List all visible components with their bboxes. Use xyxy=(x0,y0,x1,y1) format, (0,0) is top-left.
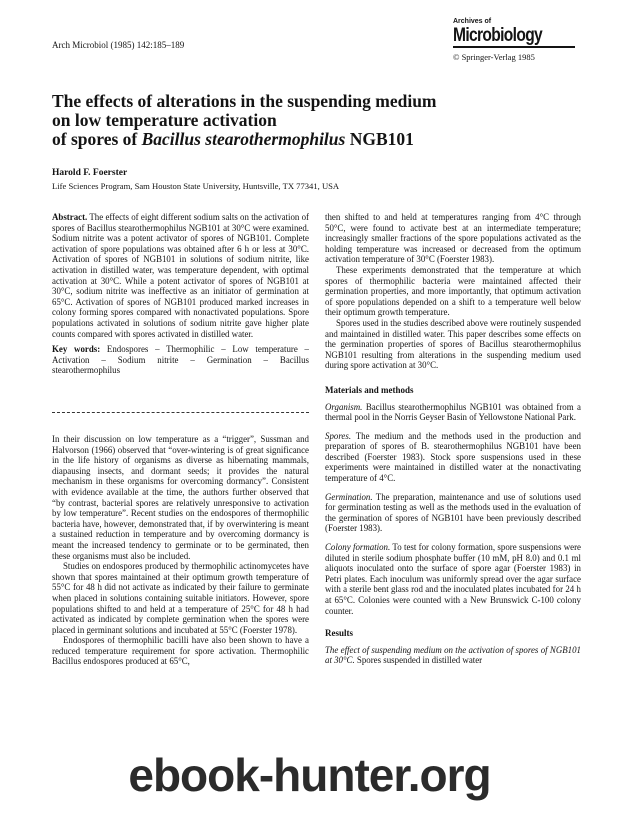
intro-paragraph-2: Studies on endospores produced by thermophilic actinomycetes have shown that spores maintained at their optimum growth temperature of 55°C for 48 h did not activate as indicated by their failure to germinate when placed in solutions containing suitable initiators. However, spore populations shifted to and held at a temperature of 25°C for 48 h had activated as indicated by complete germination when the spores were placed in germinant solutions and incubated at 55°C (Foerster 1978). xyxy=(52,561,309,635)
intro-paragraph-3: Endospores of thermophilic bacilli have also been shown to have a reduced temperature requirement for spore activation. Thermophilic Bacillus endospores produced at 65°C, xyxy=(52,635,309,667)
colony-label: Colony formation. xyxy=(325,542,391,553)
abstract-divider xyxy=(52,412,309,413)
journal-masthead xyxy=(453,18,575,62)
right-paragraph-1: then shifted to and held at temperatures ranging from 4°C through 50°C, were found to activate best at an intermediate temperature; increasingly smaller fractions of the spore populations activated as the holding temperature was increased or decreased from the optimum activation temperature of 30°C (Foerster 1983). xyxy=(325,212,581,265)
germination-label: Germination. xyxy=(325,491,373,502)
germination-text: The preparation, maintenance and use of solutions used for germination testing as well as the methods used in the evaluation of the germination of spores of NGB101 have been previously described (Foerster 1983). xyxy=(325,491,581,534)
abstract-label: Abstract. xyxy=(52,212,88,222)
right-column xyxy=(325,212,581,666)
right-paragraph-2: These experiments demonstrated that the temperature at which spores of thermophilic bacteria were maintained affected their germination properties, and more importantly, that optimum activation of spore populations depended on a shift to a temperature well below their optimum growth temperature. xyxy=(325,264,581,318)
results-text: Spores suspended in distilled water xyxy=(354,655,483,666)
title-line-1: The effects of alterations in the suspending medium xyxy=(52,91,437,111)
title-species: Bacillus stearothermophilus xyxy=(141,129,346,149)
results-heading: Results xyxy=(325,628,354,639)
title-line-3: of spores of Bacillus stearothermophilus NGB101 xyxy=(52,129,414,149)
introduction xyxy=(52,434,309,667)
masthead-rule xyxy=(453,46,575,48)
title-line-2: on low temperature activation xyxy=(52,110,277,130)
journal-kicker: Archives of xyxy=(453,18,492,25)
journal-name: Microbiology xyxy=(453,25,543,46)
author-affiliation: Life Sciences Program, Sam Houston State University, Huntsville, TX 77341, USA xyxy=(52,181,340,191)
keywords-text: Endospores – Thermophilic – Low temperature – Activation – Sodium nitrite – Germination – Bacillus stearothermophilus xyxy=(52,344,309,376)
copyright: © Springer-Verlag 1985 xyxy=(453,52,535,62)
abstract-text: The effects of eight different sodium salts on the activation of spores of Bacillus stearothermophilus NGB101 at 30°C were examined. Sodium nitrite was a potent activator of spores of NGB101. Complete activation of spore populations was obtained after 6 h or less at 30°C. Activation of spores of NGB101 in solutions of sodium nitrite, like activation in distilled water, was temperature dependent, with optimal activation at 30°C. While a potent activator of spores of NGB101 at 30°C, sodium nitrite was ineffective as an initiator of germination at 65°C. Activation of spores of NGB101 produced marked increases in colony forming spores compared with nonactivated populations. Spore populations activated in solutions of sodium nitrite gave higher plate counts compared with spores activated in distilled water. xyxy=(52,212,309,339)
methods-heading: Materials and methods xyxy=(325,384,414,395)
watermark: ebook-hunter.org xyxy=(128,749,491,801)
organism-label: Organism. xyxy=(325,401,363,412)
keywords-label: Key words: xyxy=(52,344,101,355)
article-title xyxy=(52,92,572,149)
intro-paragraph-1: In their discussion on low temperature as a “trigger”, Sussman and Halvorson (1966) observed that “over-wintering is of great significance in the life history of organisms as diverse as hibernating mammals, diapausing insects, and dormant seeds; it provides the natural mechanism in these organisms for overcoming dormancy”. Consistent with evidence available at the time, the authors further observed that “by contrast, bacterial spores are relatively unresponsive to activation by low temperature”. Recent studies on the endospores of thermophilic bacteria have, however, demonstrated that, if by overwintering is meant a sustained reduction in temperature and by overcoming dormancy is meant the increased tendency to germinate or to be germinated, then these organisms must also be included. xyxy=(52,434,309,561)
right-paragraph-3: Spores used in the studies described above were routinely suspended and maintained in distilled water. This paper describes some effects on the germination properties of spores of Bacillus stearothermophilus NGB101 resulting from alterations in the suspending medium used during spore activation at 30°C. xyxy=(325,317,581,371)
abstract xyxy=(52,212,309,376)
spores-text: The medium and the methods used in the production and preparation of spores of B. stearothermophilus NGB101 have been described (Foerster 1983). Stock spore suspensions used in these experiments were maintained in distilled water at the nonactivating temperature of 4°C. xyxy=(325,430,581,484)
colony-text: To test for colony formation, spore suspensions were diluted in sterile sodium phosphate buffer (10 mM, pH 8.0) and 0.1 ml aliquots inoculated onto the surface of spore agar (Foerster 1983) in Petri plates. Each inoculum was uniformly spread over the agar surface with a sterile bent glass rod and the inoculated plates incubated for 24 h at 65°C. Colonies were counted with a New Brunswick C-100 colony counter. xyxy=(325,542,581,616)
results-label: The effect of suspending medium on the activation of spores of NGB101 at 30°C. xyxy=(325,644,581,666)
organism-text: Bacillus stearothermophilus NGB101 was obtained from a thermal pool in the Norris Geyser Basin of Yellowstone National Park. xyxy=(325,401,581,423)
spores-label: Spores. xyxy=(325,430,352,441)
author-name: Harold F. Foerster xyxy=(52,168,128,178)
journal-citation: Arch Microbiol (1985) 142:185–189 xyxy=(52,40,185,50)
